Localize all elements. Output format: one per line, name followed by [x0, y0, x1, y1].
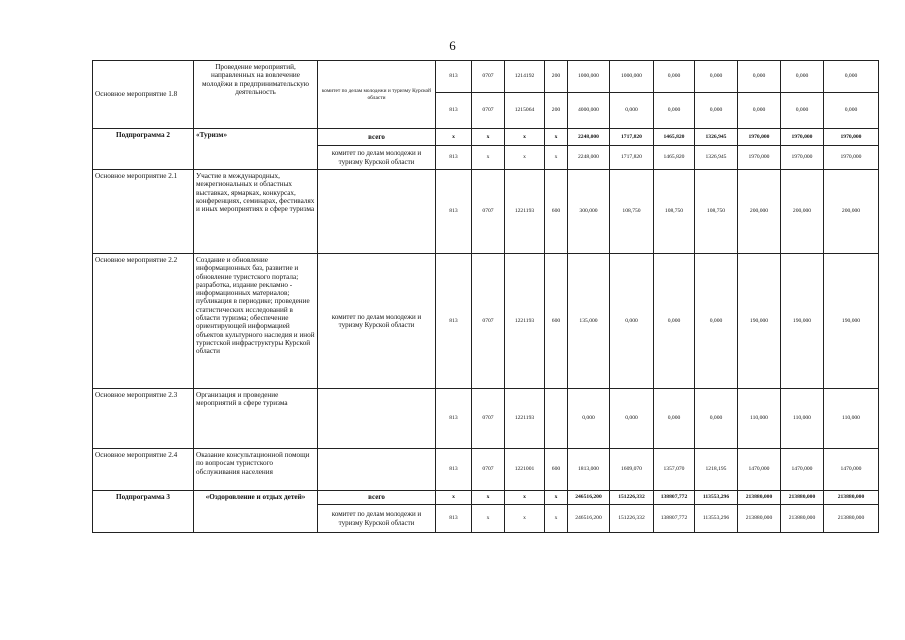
value-cell: 813	[436, 146, 472, 170]
table-row	[93, 254, 879, 389]
value-cell: 1609,070	[610, 449, 654, 491]
value-cell: 108,750	[695, 170, 738, 254]
value-cell: 1326,945	[695, 146, 738, 170]
value-cell: 0707	[472, 170, 505, 254]
value-cell: 0,000	[654, 389, 695, 449]
total-value-cell: 1970,000	[781, 129, 824, 146]
value-cell: 0707	[472, 254, 505, 389]
value-cell: 213880,000	[824, 505, 879, 533]
value-cell: х	[472, 505, 505, 533]
responsible-executor-empty	[318, 449, 436, 491]
table-row	[93, 129, 879, 146]
value-cell: 0,000	[654, 61, 695, 93]
value-cell: 1470,000	[781, 449, 824, 491]
value-cell: 1214192	[505, 61, 545, 93]
value-cell: 1717,820	[610, 146, 654, 170]
value-cell: 1000,000	[568, 61, 610, 93]
value-cell: 0,000	[654, 254, 695, 389]
value-cell: 1970,000	[738, 146, 781, 170]
total-label: всего	[318, 491, 436, 505]
value-cell: 110,000	[781, 389, 824, 449]
total-value-cell: х	[505, 491, 545, 505]
value-cell: х	[505, 505, 545, 533]
value-cell: 1215064	[505, 93, 545, 129]
total-value-cell: 213880,000	[824, 491, 879, 505]
total-value-cell: 1465,820	[654, 129, 695, 146]
value-cell: 190,000	[738, 254, 781, 389]
value-cell: 108,750	[610, 170, 654, 254]
total-value-cell: х	[436, 129, 472, 146]
value-cell: 1221001	[505, 449, 545, 491]
value-cell: 1357,070	[654, 449, 695, 491]
value-cell: 1470,000	[824, 449, 879, 491]
total-value-cell: х	[505, 129, 545, 146]
value-cell: 0,000	[610, 93, 654, 129]
event-name: Основное мероприятие 2.1	[93, 170, 194, 254]
responsible-executor-empty	[318, 389, 436, 449]
total-label: всего	[318, 129, 436, 146]
total-value-cell: 1970,000	[738, 129, 781, 146]
value-cell: 813	[436, 93, 472, 129]
value-cell	[545, 389, 568, 449]
value-cell: 0707	[472, 61, 505, 93]
event-name: Основное мероприятие 2.4	[93, 449, 194, 491]
value-cell: 0,000	[738, 93, 781, 129]
value-cell: 1970,000	[781, 146, 824, 170]
value-cell: 1000,000	[610, 61, 654, 93]
value-cell: 1813,000	[568, 449, 610, 491]
total-value-cell: х	[436, 491, 472, 505]
total-value-cell: 138807,772	[654, 491, 695, 505]
value-cell: 0707	[472, 449, 505, 491]
value-cell: 600	[545, 170, 568, 254]
value-cell: 1465,820	[654, 146, 695, 170]
total-value-cell: 1717,820	[610, 129, 654, 146]
value-cell: 813	[436, 170, 472, 254]
subprogram-description: «Оздоровление и отдых детей»	[194, 491, 318, 533]
total-value-cell: х	[545, 491, 568, 505]
value-cell: 200	[545, 93, 568, 129]
value-cell: 0,000	[695, 254, 738, 389]
value-cell: 600	[545, 254, 568, 389]
value-cell: 213880,000	[738, 505, 781, 533]
value-cell: 246516,200	[568, 505, 610, 533]
responsible-executor-empty	[318, 170, 436, 254]
value-cell: 108,750	[654, 170, 695, 254]
value-cell: х	[472, 146, 505, 170]
value-cell: 0,000	[781, 61, 824, 93]
table-row	[93, 170, 879, 254]
subprogram-name: Подпрограмма 3	[93, 491, 194, 533]
value-cell: 600	[545, 449, 568, 491]
total-value-cell: х	[472, 491, 505, 505]
value-cell: 813	[436, 61, 472, 93]
subprogram-name: Подпрограмма 2	[93, 129, 194, 170]
value-cell: 0707	[472, 93, 505, 129]
value-cell: 0,000	[654, 93, 695, 129]
value-cell: 200,000	[824, 170, 879, 254]
value-cell: 813	[436, 254, 472, 389]
value-cell: 113553,296	[695, 505, 738, 533]
value-cell: 200	[545, 61, 568, 93]
value-cell: 1221193	[505, 254, 545, 389]
value-cell: 300,000	[568, 170, 610, 254]
total-value-cell: х	[472, 129, 505, 146]
page-number: 6	[449, 38, 456, 53]
value-cell: 0707	[472, 389, 505, 449]
total-value-cell: 213880,000	[738, 491, 781, 505]
table-row	[93, 491, 879, 505]
event-description: Создание и обновление информационных баз, развитие и обновление туристского портала; разработка, издание рекламно - информационных материалов; публикация в периодике; проведение статистических исследований в области туризма; обеспечение ориентирующей информацией объектов культурного наследия и иной туристской инфраструктуры Курской области	[194, 254, 318, 389]
total-value-cell: 246516,200	[568, 491, 610, 505]
event-description: Проведение мероприятий, направленных на вовлечение молодёжи в предпринимательскую деятельность	[194, 61, 318, 129]
value-cell: 135,000	[568, 254, 610, 389]
value-cell: 0,000	[824, 61, 879, 93]
value-cell: 0,000	[695, 61, 738, 93]
value-cell: 2248,000	[568, 146, 610, 170]
event-description: Участие в международных, межрегиональных и областных выставках, ярмарках, конкурсах, конференциях, семинарах, фестивалях и иных мероприятиях в сфере туризма	[194, 170, 318, 254]
subprogram-description: «Туризм»	[194, 129, 318, 170]
responsible-executor: комитет по делам молодежи и туризму Курской области	[318, 254, 436, 389]
total-value-cell: 1326,945	[695, 129, 738, 146]
event-name: Основное мероприятие 2.3	[93, 389, 194, 449]
total-value-cell: 2248,000	[568, 129, 610, 146]
table-row	[93, 389, 879, 449]
table-row	[93, 61, 879, 93]
value-cell: 1470,000	[738, 449, 781, 491]
value-cell: 110,000	[824, 389, 879, 449]
value-cell: 0,000	[781, 93, 824, 129]
event-name: Основное мероприятие 2.2	[93, 254, 194, 389]
value-cell: х	[545, 146, 568, 170]
value-cell: 213880,000	[781, 505, 824, 533]
value-cell: 151226,332	[610, 505, 654, 533]
value-cell: 0,000	[610, 254, 654, 389]
value-cell: 0,000	[824, 93, 879, 129]
value-cell: 813	[436, 389, 472, 449]
value-cell: 0,000	[695, 389, 738, 449]
program-table	[92, 60, 879, 533]
table-row	[93, 449, 879, 491]
value-cell: 0,000	[738, 61, 781, 93]
value-cell: х	[505, 146, 545, 170]
event-name: Основное мероприятие 1.8	[93, 61, 194, 129]
value-cell: 1970,000	[824, 146, 879, 170]
responsible-executor: комитет по делам молодежи и туризму Курской области	[318, 146, 436, 170]
value-cell: 0,000	[568, 389, 610, 449]
event-description: Оказание консультационной помощи по вопросам туристского обслуживания населения	[194, 449, 318, 491]
value-cell: 200,000	[781, 170, 824, 254]
total-value-cell: 151226,332	[610, 491, 654, 505]
value-cell: 1221193	[505, 170, 545, 254]
value-cell: 0,000	[695, 93, 738, 129]
value-cell: 138807,772	[654, 505, 695, 533]
value-cell: х	[545, 505, 568, 533]
value-cell: 813	[436, 449, 472, 491]
responsible-executor: комитет по делам молодежи и туризму Курской области	[318, 61, 436, 129]
value-cell: 4000,000	[568, 93, 610, 129]
value-cell: 1221193	[505, 389, 545, 449]
event-description: Организация и проведение мероприятий в сфере туризма	[194, 389, 318, 449]
total-value-cell: 1970,000	[824, 129, 879, 146]
value-cell: 0,000	[610, 389, 654, 449]
value-cell: 190,000	[824, 254, 879, 389]
value-cell: 190,000	[781, 254, 824, 389]
responsible-executor: комитет по делам молодежи и туризму Курской области	[318, 505, 436, 533]
value-cell: 200,000	[738, 170, 781, 254]
value-cell: 110,000	[738, 389, 781, 449]
total-value-cell: 213880,000	[781, 491, 824, 505]
total-value-cell: 113553,296	[695, 491, 738, 505]
value-cell: 1218,195	[695, 449, 738, 491]
total-value-cell: х	[545, 129, 568, 146]
value-cell: 813	[436, 505, 472, 533]
